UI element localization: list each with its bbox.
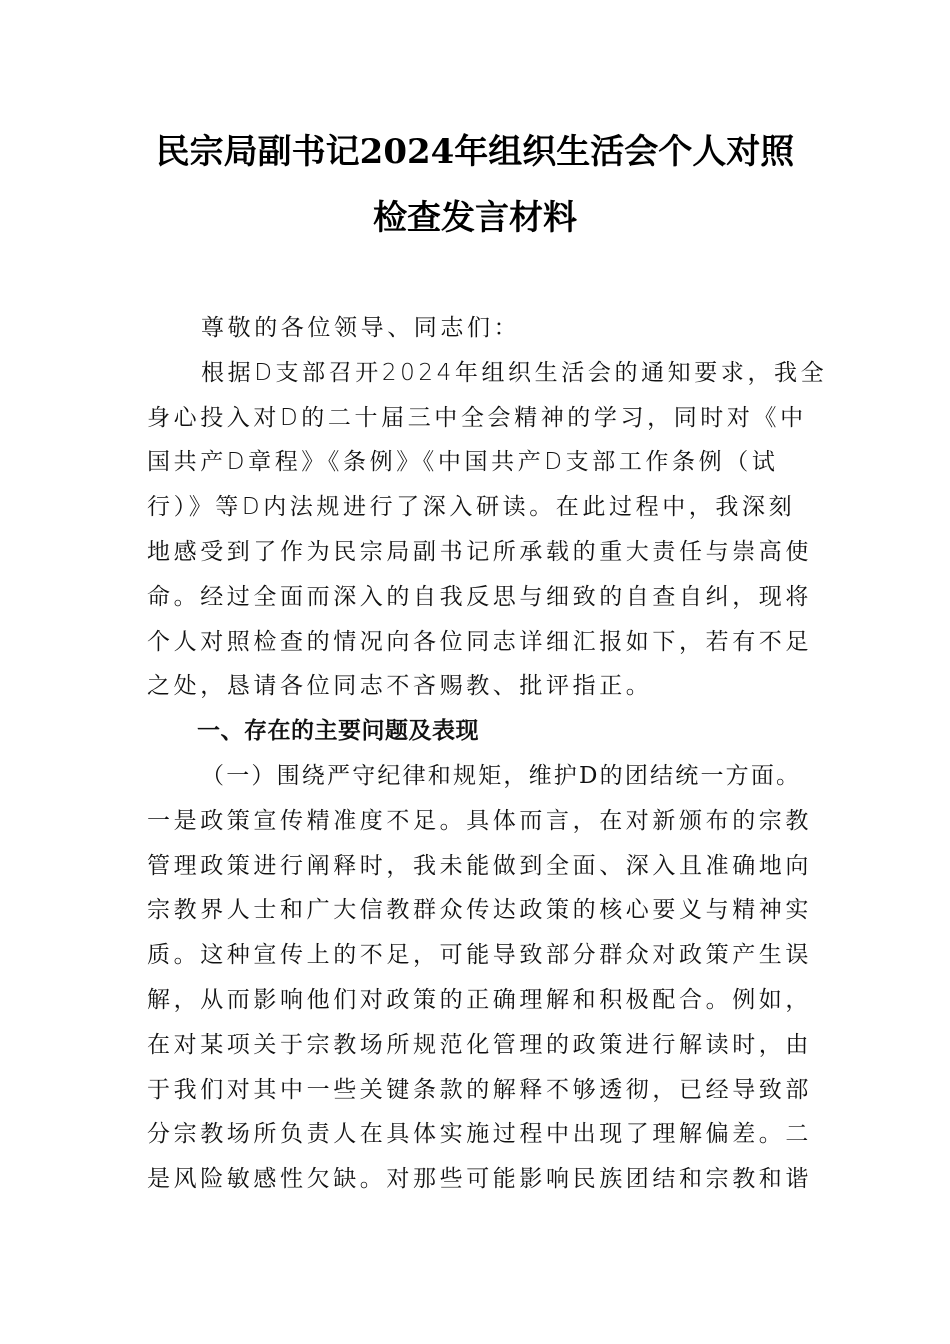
document-title-line-1: 民宗局副书记2024年组织生活会个人对照: [155, 132, 795, 172]
intro-paragraph-line: 地感受到了作为民宗局副书记所承载的重大责任与崇高使: [147, 538, 812, 565]
document-title-line-2: 检查发言材料: [373, 198, 577, 238]
intro-paragraph-line: 根据D支部召开2024年组织生活会的通知要求，我全: [201, 359, 828, 386]
section-paragraph-line: 于我们对其中一些关键条款的解释不够透彻，已经导致部: [147, 1076, 812, 1103]
section-paragraph-line: 宗教界人士和广大信教群众传达政策的核心要义与精神实: [147, 897, 812, 924]
section-paragraph-line: 解，从而影响他们对政策的正确理解和积极配合。例如，: [147, 986, 812, 1013]
intro-paragraph-line: 身心投入对D的二十届三中全会精神的学习，同时对《中: [147, 404, 807, 431]
section-paragraph-line: 分宗教场所负责人在具体实施过程中出现了理解偏差。二: [147, 1121, 812, 1148]
section-paragraph-line: 一是政策宣传精准度不足。具体而言，在对新颁布的宗教: [147, 807, 812, 834]
section-heading: 一、存在的主要问题及表现: [197, 718, 479, 745]
subsection-heading: （一）围绕严守纪律和规矩，维护D的团结统一方面。: [201, 762, 802, 789]
intro-paragraph-line: 命。经过全面而深入的自我反思与细致的自查自纠，现将: [147, 583, 812, 610]
document-body: [147, 306, 828, 1202]
section-paragraph-line: 质。这种宣传上的不足，可能导致部分群众对政策产生误: [147, 942, 812, 969]
intro-paragraph-line: 国共产D章程》《条例》《中国共产D支部工作条例（试: [147, 449, 779, 476]
salutation: 尊敬的各位领导、同志们：: [201, 315, 521, 341]
section-paragraph-line: 在对某项关于宗教场所规范化管理的政策进行解读时，由: [147, 1031, 812, 1058]
section-paragraph-line: 是风险敏感性欠缺。对那些可能影响民族团结和宗教和谐: [147, 1166, 812, 1193]
section-paragraph-line: 管理政策进行阐释时，我未能做到全面、深入且准确地向: [147, 852, 812, 879]
intro-paragraph-line: 之处，恳请各位同志不吝赐教、批评指正。: [147, 673, 653, 700]
intro-paragraph-line: 个人对照检查的情况向各位同志详细汇报如下，若有不足: [147, 628, 812, 655]
intro-paragraph-line: 行）》等D内法规进行了深入研读。在此过程中，我深刻: [147, 494, 796, 521]
